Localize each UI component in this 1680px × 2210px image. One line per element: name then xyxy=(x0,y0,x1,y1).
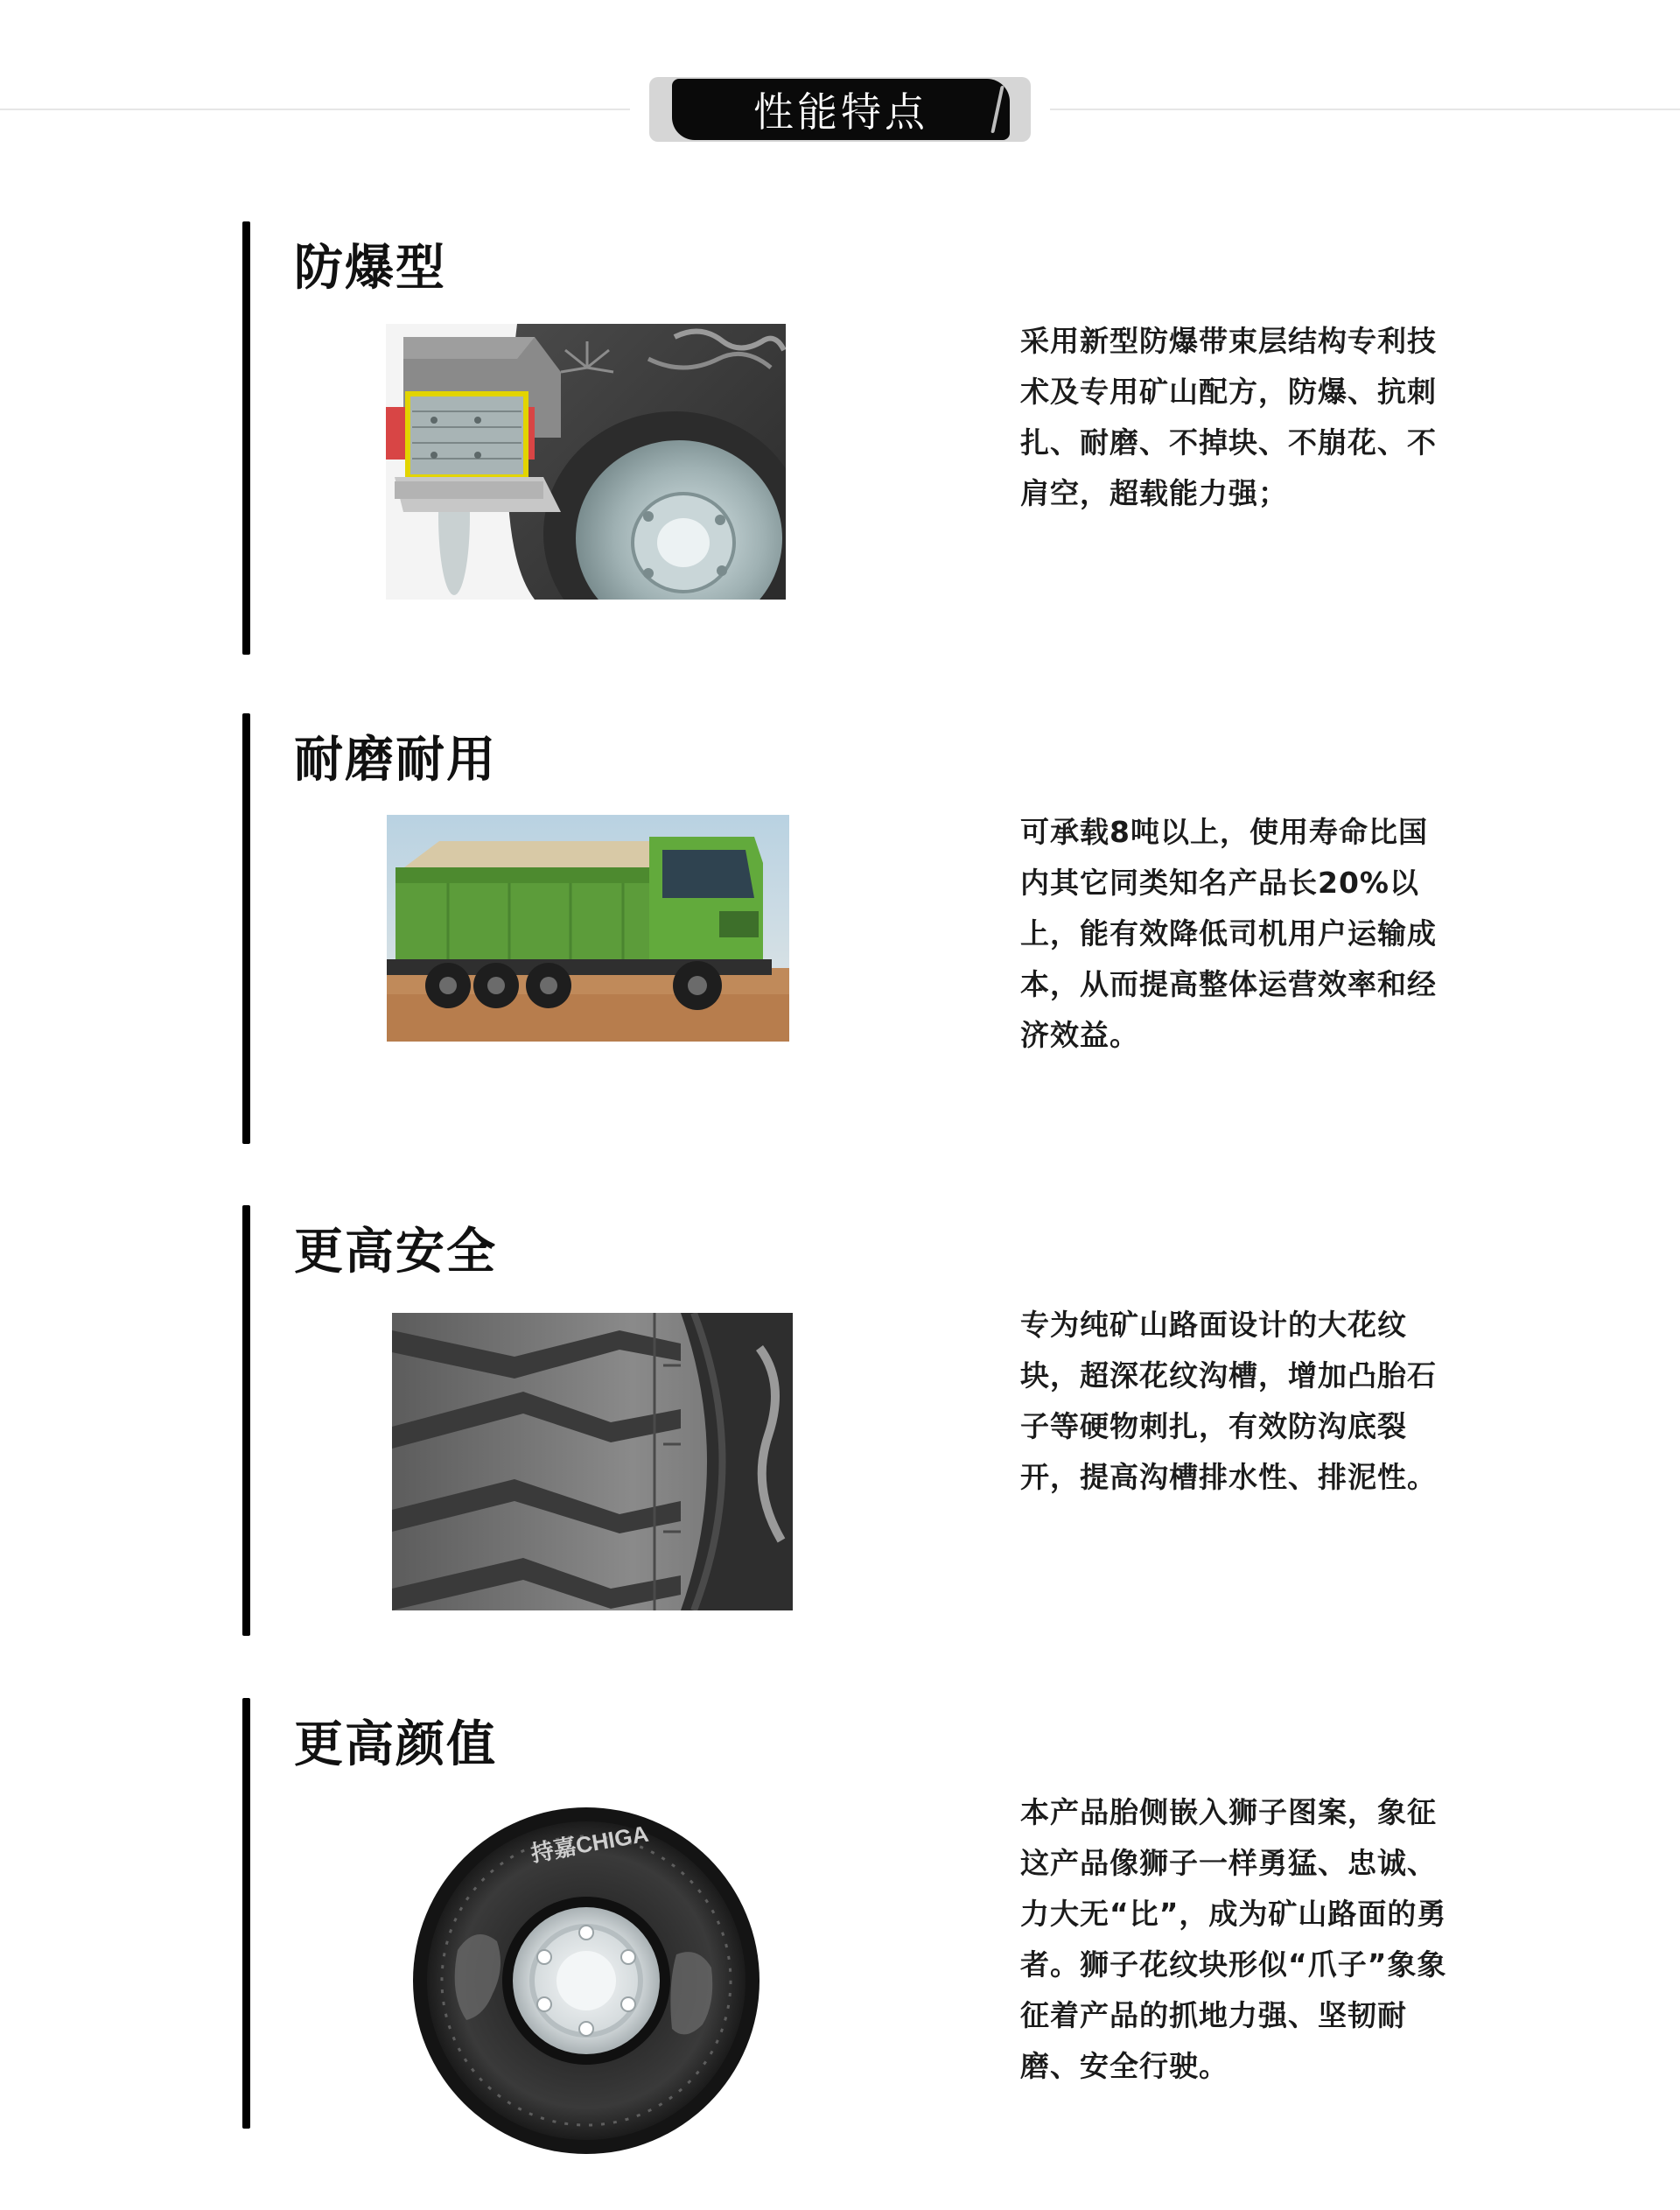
section-accent-bar xyxy=(242,713,250,1144)
feature-description: 本产品胎侧嵌入狮子图案，象征这产品像狮子一样勇猛、忠诚、力大无“比”，成为矿山路面的勇者。狮子花纹块形似“爪子”象象征着产品的抓地力强、坚韧耐磨、安全行驶。 xyxy=(1020,1795,1447,2083)
header-title-badge xyxy=(672,79,1010,140)
section-accent-bar xyxy=(242,1205,250,1636)
feature-title: 更高安全 xyxy=(294,1224,497,1280)
lion-sidewall-tire-image xyxy=(410,1801,763,2160)
feature-title: 防爆型 xyxy=(294,240,446,297)
feature-description: 采用新型防爆带束层结构专利技术及专用矿山配方，防爆、抗刺扎、耐磨、不掉块、不崩花、不肩空，超载能力强； xyxy=(1020,324,1437,510)
feature-description: 可承载8吨以上，使用寿命比国内其它同类知名产品长20%以上，能有效降低司机用户运输成本，从而提高整体运营效率和经济效益。 xyxy=(1020,815,1437,1052)
section-accent-bar xyxy=(242,1698,250,2129)
sidewall-brand-text: 持嘉CHIGA xyxy=(528,1820,651,1867)
page-title: 性能特点 xyxy=(753,88,928,136)
tread-pattern-closeup-image xyxy=(392,1313,793,1610)
feature-description: 专为纯矿山路面设计的大花纹块，超深花纹沟槽，增加凸胎石子等硬物刺扎，有效防沟底裂开，提高沟槽排水性、排泥性。 xyxy=(1020,1308,1437,1494)
feature-section-explosion-proof xyxy=(0,221,1680,655)
feature-section-safety xyxy=(0,1205,1680,1636)
feature-title: 耐磨耐用 xyxy=(294,732,497,789)
header-divider-left xyxy=(0,109,630,110)
feature-section-durable xyxy=(0,713,1680,1144)
tire-cross-section-image xyxy=(386,324,786,600)
feature-section-appearance xyxy=(0,1698,1680,2129)
section-accent-bar xyxy=(242,221,250,655)
header-divider-right xyxy=(1050,109,1680,110)
green-dump-truck-photo xyxy=(387,815,789,1042)
feature-title: 更高颜值 xyxy=(294,1716,497,1773)
